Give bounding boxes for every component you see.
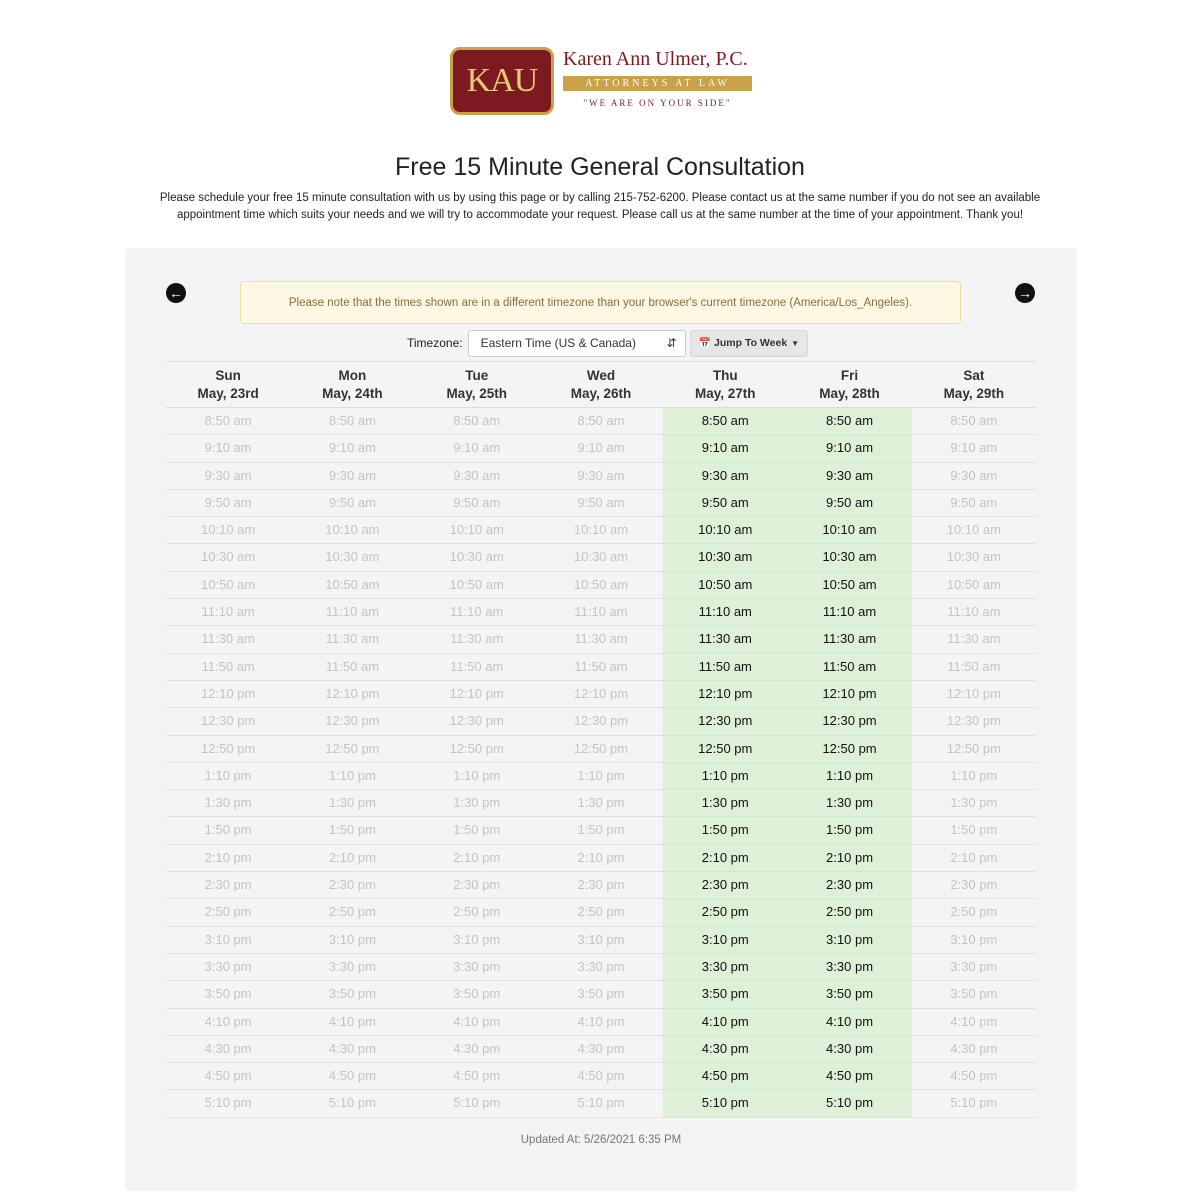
time-slot-available[interactable]: 2:10 pm: [787, 845, 911, 872]
time-slot-available[interactable]: 10:10 am: [787, 517, 911, 544]
time-slot-unavailable: 5:10 pm: [912, 1090, 1036, 1117]
time-slot-unavailable: 1:50 pm: [539, 817, 663, 844]
time-slot-unavailable: 1:50 pm: [912, 817, 1036, 844]
time-slot-unavailable: 9:30 am: [912, 463, 1036, 490]
time-slot-available[interactable]: 9:10 am: [663, 435, 787, 462]
time-slot-columns: [166, 408, 1036, 1118]
time-slot-unavailable: 3:10 pm: [539, 927, 663, 954]
time-slot-unavailable: 2:30 pm: [166, 872, 290, 899]
time-slot-unavailable: 10:30 am: [912, 544, 1036, 571]
time-slot-unavailable: 4:30 pm: [415, 1036, 539, 1063]
firm-logo: [450, 45, 760, 120]
day-name: Wed: [586, 367, 616, 383]
time-slot-unavailable: 3:50 pm: [166, 981, 290, 1008]
arrow-left-circle-icon: ←: [169, 285, 183, 301]
timezone-select[interactable]: [468, 330, 686, 357]
time-slot-unavailable: 10:10 am: [166, 517, 290, 544]
time-slot-unavailable: 2:10 pm: [415, 845, 539, 872]
chevron-updown-icon: ⇵: [666, 336, 677, 350]
time-slot-unavailable: 12:30 pm: [415, 708, 539, 735]
time-slot-unavailable: 9:30 am: [166, 463, 290, 490]
time-slot-unavailable: 1:10 pm: [539, 763, 663, 790]
time-slot-available[interactable]: 1:10 pm: [787, 763, 911, 790]
time-slot-unavailable: 11:30 am: [166, 626, 290, 653]
time-slot-unavailable: 12:50 pm: [912, 736, 1036, 763]
time-slot-unavailable: 1:30 pm: [912, 790, 1036, 817]
time-slot-unavailable: 12:30 pm: [912, 708, 1036, 735]
time-slot-unavailable: 12:10 pm: [912, 681, 1036, 708]
time-slot-unavailable: 1:10 pm: [415, 763, 539, 790]
time-slot-unavailable: 10:10 am: [415, 517, 539, 544]
day-header-thu: [663, 362, 787, 407]
time-slot-unavailable: 9:50 am: [166, 490, 290, 517]
time-slot-available[interactable]: 1:30 pm: [663, 790, 787, 817]
time-slot-unavailable: 5:10 pm: [166, 1090, 290, 1117]
updated-at: Updated At: 5/26/2021 6:35 PM: [520, 1134, 682, 1146]
day-date: May, 27th: [695, 385, 756, 401]
time-slot-unavailable: 3:50 pm: [415, 981, 539, 1008]
time-slot-unavailable: 10:30 am: [166, 544, 290, 571]
time-slot-unavailable: 9:30 am: [539, 463, 663, 490]
intro-text: Please schedule your free 15 minute consultation with us by using this page or by calling 215-752-6200. Please contact us at the same number if you do not see an available appointment time which suits your needs and we will try to accommodate your request. Please call us at the same number at the time of your appointment. Thank you!: [159, 192, 1041, 221]
time-slot-unavailable: 11:50 am: [539, 654, 663, 681]
time-slot-unavailable: 12:50 pm: [415, 736, 539, 763]
time-slot-unavailable: 2:50 pm: [912, 899, 1036, 926]
day-name: Thu: [712, 367, 738, 383]
time-slot-available[interactable]: 11:50 am: [663, 654, 787, 681]
time-slot-available[interactable]: 1:50 pm: [663, 817, 787, 844]
timezone-controls: [407, 329, 808, 357]
time-slot-unavailable: 2:30 pm: [290, 872, 414, 899]
time-slot-available[interactable]: 4:50 pm: [663, 1063, 787, 1090]
time-slot-available[interactable]: 12:10 pm: [663, 681, 787, 708]
time-slot-unavailable: 3:10 pm: [166, 927, 290, 954]
time-slot-available[interactable]: 10:30 am: [663, 544, 787, 571]
time-slot-unavailable: 11:10 am: [415, 599, 539, 626]
time-slot-unavailable: 5:10 pm: [415, 1090, 539, 1117]
time-slot-available[interactable]: 12:50 pm: [663, 736, 787, 763]
time-slot-unavailable: 3:50 pm: [290, 981, 414, 1008]
day-date: May, 23rd: [197, 385, 259, 401]
time-slot-unavailable: 1:30 pm: [539, 790, 663, 817]
time-slot-unavailable: 11:50 am: [912, 654, 1036, 681]
time-slot-available[interactable]: 12:50 pm: [787, 736, 911, 763]
time-slot-available[interactable]: 8:50 am: [787, 408, 911, 435]
time-slot-unavailable: 3:10 pm: [912, 927, 1036, 954]
time-slot-available[interactable]: 9:10 am: [787, 435, 911, 462]
time-slot-unavailable: 11:30 am: [290, 626, 414, 653]
time-slot-unavailable: 4:10 pm: [290, 1009, 414, 1036]
time-slot-available[interactable]: 11:10 am: [663, 599, 787, 626]
time-slot-unavailable: 1:30 pm: [415, 790, 539, 817]
time-slot-unavailable: 12:10 pm: [290, 681, 414, 708]
time-slot-available[interactable]: 3:50 pm: [787, 981, 911, 1008]
time-slot-unavailable: 2:50 pm: [539, 899, 663, 926]
timezone-notice: Please note that the times shown are in a different timezone than your browser's current timezone (America/Los_Angeles).: [240, 281, 961, 324]
timezone-label: Timezone:: [407, 336, 463, 350]
time-slot-unavailable: 5:10 pm: [290, 1090, 414, 1117]
calendar-icon: 📅: [698, 337, 712, 349]
week-grid: [166, 361, 1036, 1118]
time-slot-unavailable: 8:50 am: [539, 408, 663, 435]
time-slot-unavailable: 9:10 am: [415, 435, 539, 462]
time-slot-unavailable: 12:50 pm: [539, 736, 663, 763]
day-header-sat: [912, 362, 1036, 407]
time-slot-unavailable: 3:10 pm: [415, 927, 539, 954]
time-slot-unavailable: 1:10 pm: [290, 763, 414, 790]
time-slot-available[interactable]: 8:50 am: [663, 408, 787, 435]
time-slot-unavailable: 3:30 pm: [290, 954, 414, 981]
time-slot-available[interactable]: 9:50 am: [787, 490, 911, 517]
time-slot-unavailable: 10:50 am: [912, 572, 1036, 599]
time-slot-unavailable: 9:50 am: [415, 490, 539, 517]
time-slot-unavailable: 2:30 pm: [415, 872, 539, 899]
time-slot-unavailable: 5:10 pm: [539, 1090, 663, 1117]
time-slot-unavailable: 2:50 pm: [290, 899, 414, 926]
day-date: May, 29th: [943, 385, 1005, 401]
arrow-right-circle-icon: →: [1018, 285, 1032, 301]
day-name: Tue: [465, 367, 489, 383]
time-slot-available[interactable]: 2:30 pm: [787, 872, 911, 899]
time-slot-unavailable: 1:10 pm: [166, 763, 290, 790]
time-slot-unavailable: 11:50 am: [290, 654, 414, 681]
time-slot-unavailable: 11:50 am: [415, 654, 539, 681]
time-slot-unavailable: 3:10 pm: [290, 927, 414, 954]
scheduler-panel: [125, 248, 1077, 1191]
jump-to-week-button[interactable]: [690, 330, 809, 357]
time-slot-unavailable: 2:50 pm: [166, 899, 290, 926]
time-slot-unavailable: 9:10 am: [166, 435, 290, 462]
time-slot-unavailable: 3:50 pm: [912, 981, 1036, 1008]
day-header-mon: [290, 362, 414, 407]
day-column-tue: [415, 408, 539, 1118]
time-slot-available[interactable]: 3:30 pm: [663, 954, 787, 981]
caret-down-icon: ▼: [791, 338, 800, 348]
time-slot-available[interactable]: 11:10 am: [787, 599, 911, 626]
previous-week-button[interactable]: [166, 283, 186, 303]
time-slot-unavailable: 4:10 pm: [415, 1009, 539, 1036]
time-slot-unavailable: 9:10 am: [912, 435, 1036, 462]
time-slot-unavailable: 11:50 am: [166, 654, 290, 681]
day-column-fri: [787, 408, 911, 1118]
time-slot-unavailable: 4:10 pm: [912, 1009, 1036, 1036]
time-slot-unavailable: 11:30 am: [539, 626, 663, 653]
time-slot-unavailable: 4:50 pm: [290, 1063, 414, 1090]
time-slot-unavailable: 10:30 am: [415, 544, 539, 571]
time-slot-available[interactable]: 1:30 pm: [787, 790, 911, 817]
time-slot-unavailable: 10:50 am: [166, 572, 290, 599]
time-slot-unavailable: 3:30 pm: [912, 954, 1036, 981]
time-slot-unavailable: 12:50 pm: [290, 736, 414, 763]
time-slot-available[interactable]: 12:30 pm: [663, 708, 787, 735]
time-slot-unavailable: 9:10 am: [539, 435, 663, 462]
time-slot-unavailable: 3:30 pm: [166, 954, 290, 981]
time-slot-unavailable: 2:10 pm: [912, 845, 1036, 872]
time-slot-unavailable: 12:30 pm: [539, 708, 663, 735]
time-slot-available[interactable]: 10:30 am: [787, 544, 911, 571]
day-name: Sun: [215, 367, 241, 383]
time-slot-available[interactable]: 2:50 pm: [663, 899, 787, 926]
time-slot-unavailable: 12:10 pm: [415, 681, 539, 708]
day-column-mon: [290, 408, 414, 1118]
day-date: May, 28th: [819, 385, 880, 401]
day-header-wed: [539, 362, 663, 407]
time-slot-unavailable: 10:10 am: [290, 517, 414, 544]
time-slot-unavailable: 4:10 pm: [166, 1009, 290, 1036]
time-slot-unavailable: 11:30 am: [912, 626, 1036, 653]
time-slot-unavailable: 11:10 am: [290, 599, 414, 626]
time-slot-available[interactable]: 2:10 pm: [663, 845, 787, 872]
time-slot-available[interactable]: 4:30 pm: [787, 1036, 911, 1063]
time-slot-unavailable: 2:30 pm: [539, 872, 663, 899]
time-slot-unavailable: 4:30 pm: [290, 1036, 414, 1063]
time-slot-available[interactable]: 4:10 pm: [663, 1009, 787, 1036]
time-slot-unavailable: 12:30 pm: [166, 708, 290, 735]
time-slot-unavailable: 8:50 am: [912, 408, 1036, 435]
time-slot-unavailable: 12:30 pm: [290, 708, 414, 735]
firm-tagline: "WE ARE ON YOUR SIDE": [583, 98, 732, 108]
time-slot-unavailable: 9:30 am: [415, 463, 539, 490]
time-slot-unavailable: 9:50 am: [290, 490, 414, 517]
time-slot-available[interactable]: 11:30 am: [663, 626, 787, 653]
time-slot-unavailable: 10:50 am: [539, 572, 663, 599]
time-slot-unavailable: 2:10 pm: [539, 845, 663, 872]
time-slot-unavailable: 8:50 am: [415, 408, 539, 435]
time-slot-unavailable: 4:50 pm: [912, 1063, 1036, 1090]
day-column-wed: [539, 408, 663, 1118]
day-header-fri: [787, 362, 911, 407]
time-slot-unavailable: 11:10 am: [912, 599, 1036, 626]
time-slot-unavailable: 10:50 am: [290, 572, 414, 599]
time-slot-unavailable: 12:50 pm: [166, 736, 290, 763]
time-slot-unavailable: 11:30 am: [415, 626, 539, 653]
time-slot-unavailable: 1:30 pm: [166, 790, 290, 817]
time-slot-available[interactable]: 10:50 am: [663, 572, 787, 599]
time-slot-unavailable: 11:10 am: [166, 599, 290, 626]
time-slot-available[interactable]: 5:10 pm: [787, 1090, 911, 1117]
time-slot-available[interactable]: 4:10 pm: [787, 1009, 911, 1036]
time-slot-available[interactable]: 12:30 pm: [787, 708, 911, 735]
time-slot-available[interactable]: 9:30 am: [787, 463, 911, 490]
day-header-tue: [415, 362, 539, 407]
time-slot-unavailable: 10:10 am: [539, 517, 663, 544]
time-slot-available[interactable]: 11:30 am: [787, 626, 911, 653]
day-name: Mon: [338, 367, 367, 383]
time-slot-unavailable: 4:50 pm: [415, 1063, 539, 1090]
time-slot-unavailable: 4:30 pm: [166, 1036, 290, 1063]
time-slot-unavailable: 8:50 am: [166, 408, 290, 435]
time-slot-available[interactable]: 12:10 pm: [787, 681, 911, 708]
time-slot-available[interactable]: 2:30 pm: [663, 872, 787, 899]
time-slot-unavailable: 8:50 am: [290, 408, 414, 435]
time-slot-unavailable: 2:30 pm: [912, 872, 1036, 899]
time-slot-unavailable: 1:10 pm: [912, 763, 1036, 790]
day-column-sat: [912, 408, 1036, 1118]
time-slot-available[interactable]: 11:50 am: [787, 654, 911, 681]
day-name: Sat: [963, 367, 985, 383]
day-header-row: [166, 362, 1036, 408]
day-header-sun: [166, 362, 290, 407]
day-column-sun: [166, 408, 290, 1118]
time-slot-unavailable: 3:30 pm: [415, 954, 539, 981]
time-slot-unavailable: 10:50 am: [415, 572, 539, 599]
time-slot-unavailable: 9:30 am: [290, 463, 414, 490]
time-slot-unavailable: 10:30 am: [290, 544, 414, 571]
firm-subtitle: ATTORNEYS AT LAW: [563, 76, 752, 91]
time-slot-unavailable: 4:50 pm: [166, 1063, 290, 1090]
time-slot-available[interactable]: 3:10 pm: [663, 927, 787, 954]
time-slot-unavailable: 1:50 pm: [415, 817, 539, 844]
jump-to-week-label: Jump To Week: [714, 337, 788, 349]
time-slot-unavailable: 9:10 am: [290, 435, 414, 462]
time-slot-unavailable: 2:50 pm: [415, 899, 539, 926]
time-slot-available[interactable]: 3:50 pm: [663, 981, 787, 1008]
time-slot-unavailable: 10:10 am: [912, 517, 1036, 544]
time-slot-unavailable: 4:50 pm: [539, 1063, 663, 1090]
time-slot-unavailable: 9:50 am: [539, 490, 663, 517]
time-slot-unavailable: 10:30 am: [539, 544, 663, 571]
logo-badge: KAU: [450, 47, 554, 115]
time-slot-unavailable: 1:50 pm: [290, 817, 414, 844]
day-date: May, 26th: [570, 385, 632, 401]
time-slot-available[interactable]: 1:50 pm: [787, 817, 911, 844]
time-slot-unavailable: 11:10 am: [539, 599, 663, 626]
time-slot-available[interactable]: 9:30 am: [663, 463, 787, 490]
time-slot-available[interactable]: 5:10 pm: [663, 1090, 787, 1117]
time-slot-unavailable: 3:50 pm: [539, 981, 663, 1008]
next-week-button[interactable]: [1015, 283, 1035, 303]
firm-name: Karen Ann Ulmer, P.C.: [563, 48, 748, 70]
day-date: May, 25th: [446, 385, 507, 401]
time-slot-available[interactable]: 10:10 am: [663, 517, 787, 544]
time-slot-available[interactable]: 4:50 pm: [787, 1063, 911, 1090]
day-column-thu: [663, 408, 787, 1118]
time-slot-available[interactable]: 4:30 pm: [663, 1036, 787, 1063]
time-slot-available[interactable]: 9:50 am: [663, 490, 787, 517]
time-slot-unavailable: 2:10 pm: [290, 845, 414, 872]
day-name: Fri: [840, 367, 859, 383]
time-slot-unavailable: 2:10 pm: [166, 845, 290, 872]
time-slot-available[interactable]: 2:50 pm: [787, 899, 911, 926]
time-slot-unavailable: 4:30 pm: [912, 1036, 1036, 1063]
timezone-value: Eastern Time (US & Canada): [480, 336, 636, 350]
time-slot-unavailable: 12:10 pm: [539, 681, 663, 708]
time-slot-unavailable: 4:30 pm: [539, 1036, 663, 1063]
time-slot-unavailable: 1:30 pm: [290, 790, 414, 817]
time-slot-available[interactable]: 3:30 pm: [787, 954, 911, 981]
time-slot-available[interactable]: 1:10 pm: [663, 763, 787, 790]
time-slot-available[interactable]: 10:50 am: [787, 572, 911, 599]
time-slot-unavailable: 4:10 pm: [539, 1009, 663, 1036]
time-slot-unavailable: 3:30 pm: [539, 954, 663, 981]
time-slot-unavailable: 12:10 pm: [166, 681, 290, 708]
day-date: May, 24th: [322, 385, 383, 401]
page-title: Free 15 Minute General Consultation: [395, 153, 805, 181]
time-slot-unavailable: 9:50 am: [912, 490, 1036, 517]
time-slot-unavailable: 1:50 pm: [166, 817, 290, 844]
time-slot-available[interactable]: 3:10 pm: [787, 927, 911, 954]
